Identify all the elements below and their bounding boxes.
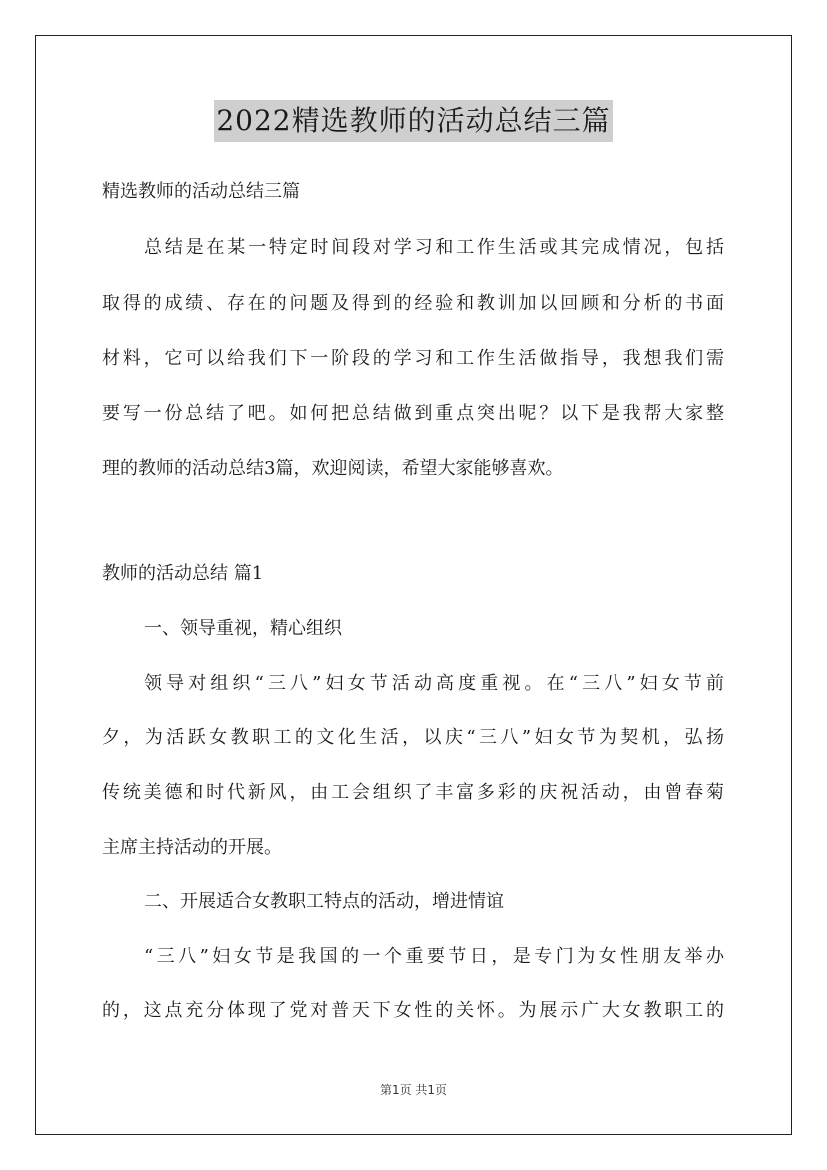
item1-line-3: 传统美德和时代新风，由工会组织了丰富多彩的庆祝活动，由曾春菊 — [102, 782, 724, 803]
page-footer — [0, 1081, 827, 1098]
item2-line-1: “三八”妇女节是我国的一个重要节日，是专门为女性朋友举办 — [144, 946, 724, 967]
item1-line-1: 领导对组织“三八”妇女节活动高度重视。在“三八”妇女节前 — [144, 673, 724, 694]
section-heading: 教师的活动总结 篇1 — [102, 563, 264, 584]
item1-heading: 一、领导重视，精心组织 — [144, 618, 342, 639]
intro-line-5: 理的教师的活动总结3篇，欢迎阅读，希望大家能够喜欢。 — [102, 458, 564, 479]
document-subtitle: 精选教师的活动总结三篇 — [102, 181, 300, 202]
item2-line-2: 的，这点充分体现了党对普天下女性的关怀。为展示广大女教职工的 — [102, 1000, 724, 1021]
intro-line-1: 总结是在某一特定时间段对学习和工作生活或其完成情况，包括 — [144, 237, 724, 258]
item1-line-4: 主席主持活动的开展。 — [102, 837, 282, 858]
intro-line-4: 要写一份总结了吧。如何把总结做到重点突出呢？以下是我帮大家整 — [102, 403, 724, 424]
intro-line-2: 取得的成绩、存在的问题及得到的经验和教训加以回顾和分析的书面 — [102, 293, 724, 314]
page-number-label: 第1页 共1页 — [379, 1083, 448, 1097]
intro-line-3: 材料，它可以给我们下一阶段的学习和工作生活做指导，我想我们需 — [102, 348, 724, 369]
document-title-wrapper — [0, 100, 827, 142]
item2-heading: 二、开展适合女教职工特点的活动，增进情谊 — [144, 891, 504, 912]
document-title: 2022精选教师的活动总结三篇 — [214, 100, 612, 142]
item1-line-2: 夕，为活跃女教职工的文化生活，以庆“三八”妇女节为契机，弘扬 — [102, 727, 724, 748]
